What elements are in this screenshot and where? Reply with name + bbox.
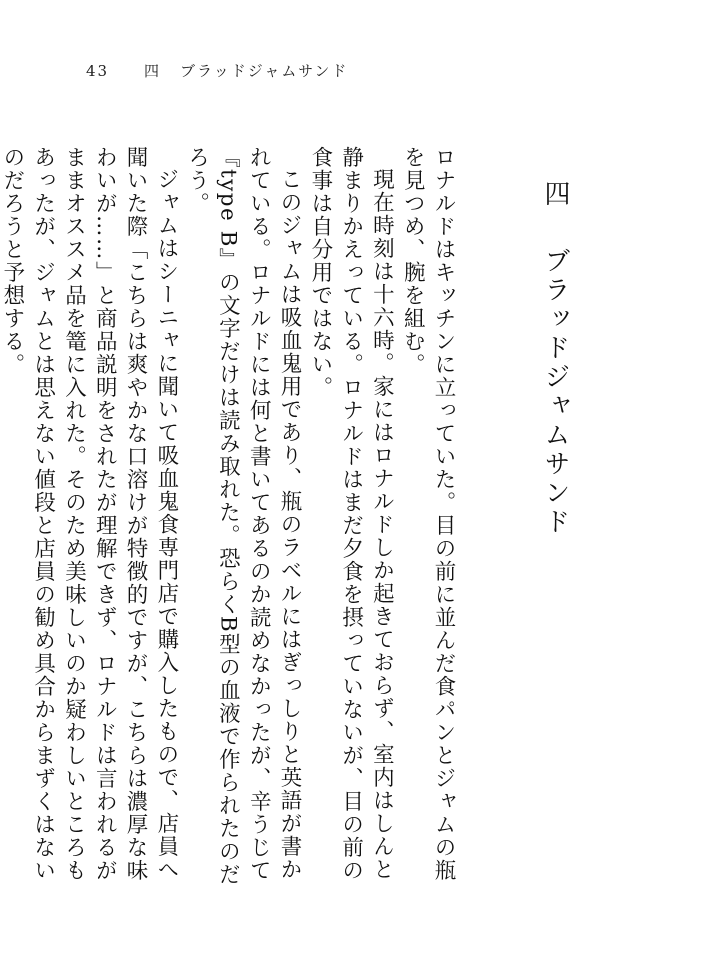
running-head-chapter-title: ブラッドジャムサンド — [180, 62, 349, 80]
page-number: 43 — [86, 62, 110, 80]
chapter-title: ブラッドジャムサンド — [540, 247, 570, 537]
paragraph: ジャムはシーニャに聞いて吸血鬼食専門店で購入したもので、店員へ聞いた際「こちらは爽やかな口溶けが特徴的ですが、こちらは濃厚な味わいが……」と商品説明をされたが理解できず、ロナルドは言われるがままオススメ品を篭に入れた。そのため美味しいのか疑わしいところもあったが、ジャムとは思えない値段と店員の勧め具合からまずくはないのだろうと予想する。 — [0, 146, 179, 882]
chapter-heading — [525, 180, 585, 740]
paragraph: このジャムは吸血鬼用であり、瓶のラベルにはぎっしりと英語が書かれている。ロナルドには何と書いてあるのか読めなかったが、辛うじて『type B』の文字だけは読み取れた。恐らくB型の血液で作られたのだろう。 — [184, 146, 303, 887]
chapter-number: 四 — [540, 180, 570, 209]
running-head — [86, 60, 348, 81]
body-text — [0, 146, 458, 901]
paragraph: 現在時刻は十六時。家にはロナルドしか起きておらず、室内はしんと静まりかえっている。ロナルドはまだ夕食を摂っていないが、目の前の食事は自分用ではない。 — [307, 146, 395, 882]
running-head-chapter-number: 四 — [144, 62, 162, 80]
paragraph: ロナルドはキッチンに立っていた。目の前に並んだ食パンとジャムの瓶を見つめ、腕を組む。 — [400, 146, 456, 882]
